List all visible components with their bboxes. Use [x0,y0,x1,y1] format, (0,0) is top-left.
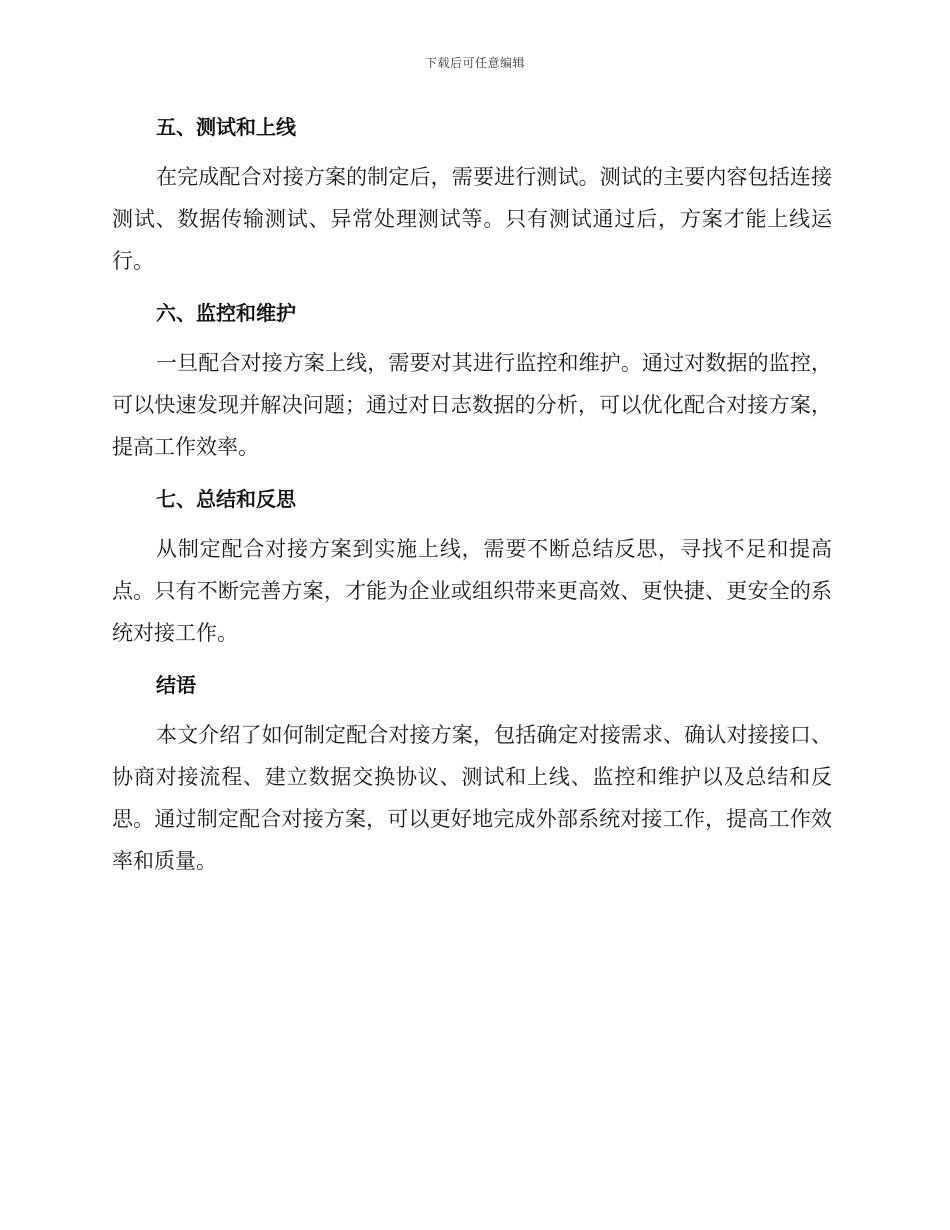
page-header-note: 下载后可任意编辑 [424,56,525,70]
section-conclusion [112,666,832,882]
document-body [112,108,832,894]
section-testing-launch [112,108,832,282]
section-paragraph: 一旦配合对接方案上线，需要对其进行监控和维护。通过对数据的监控，可以快速发现并解决问题；通过对日志数据的分析，可以优化配合对接方案，提高工作效率。 [112,351,832,459]
section-summary-reflection [112,480,832,654]
section-paragraph: 从制定配合对接方案到实施上线，需要不断总结反思，寻找不足和提高点。只有不断完善方案，才能为企业或组织带来更高效、更快捷、更安全的系统对接工作。 [112,537,832,645]
section-paragraph: 本文介绍了如何制定配合对接方案，包括确定对接需求、确认对接接口、协商对接流程、建立数据交换协议、测试和上线、监控和维护以及总结和反思。通过制定配合对接方案，可以更好地完成外部系统对接工作，提高工作效率和质量。 [112,723,832,873]
section-monitoring-maintenance [112,294,832,468]
section-heading: 七、总结和反思 [156,487,296,511]
section-paragraph: 在完成配合对接方案的制定后，需要进行测试。测试的主要内容包括连接测试、数据传输测试、异常处理测试等。只有测试通过后，方案才能上线运行。 [112,165,832,273]
section-heading: 五、测试和上线 [156,115,296,139]
section-heading: 六、监控和维护 [156,301,296,325]
section-heading: 结语 [156,673,196,697]
